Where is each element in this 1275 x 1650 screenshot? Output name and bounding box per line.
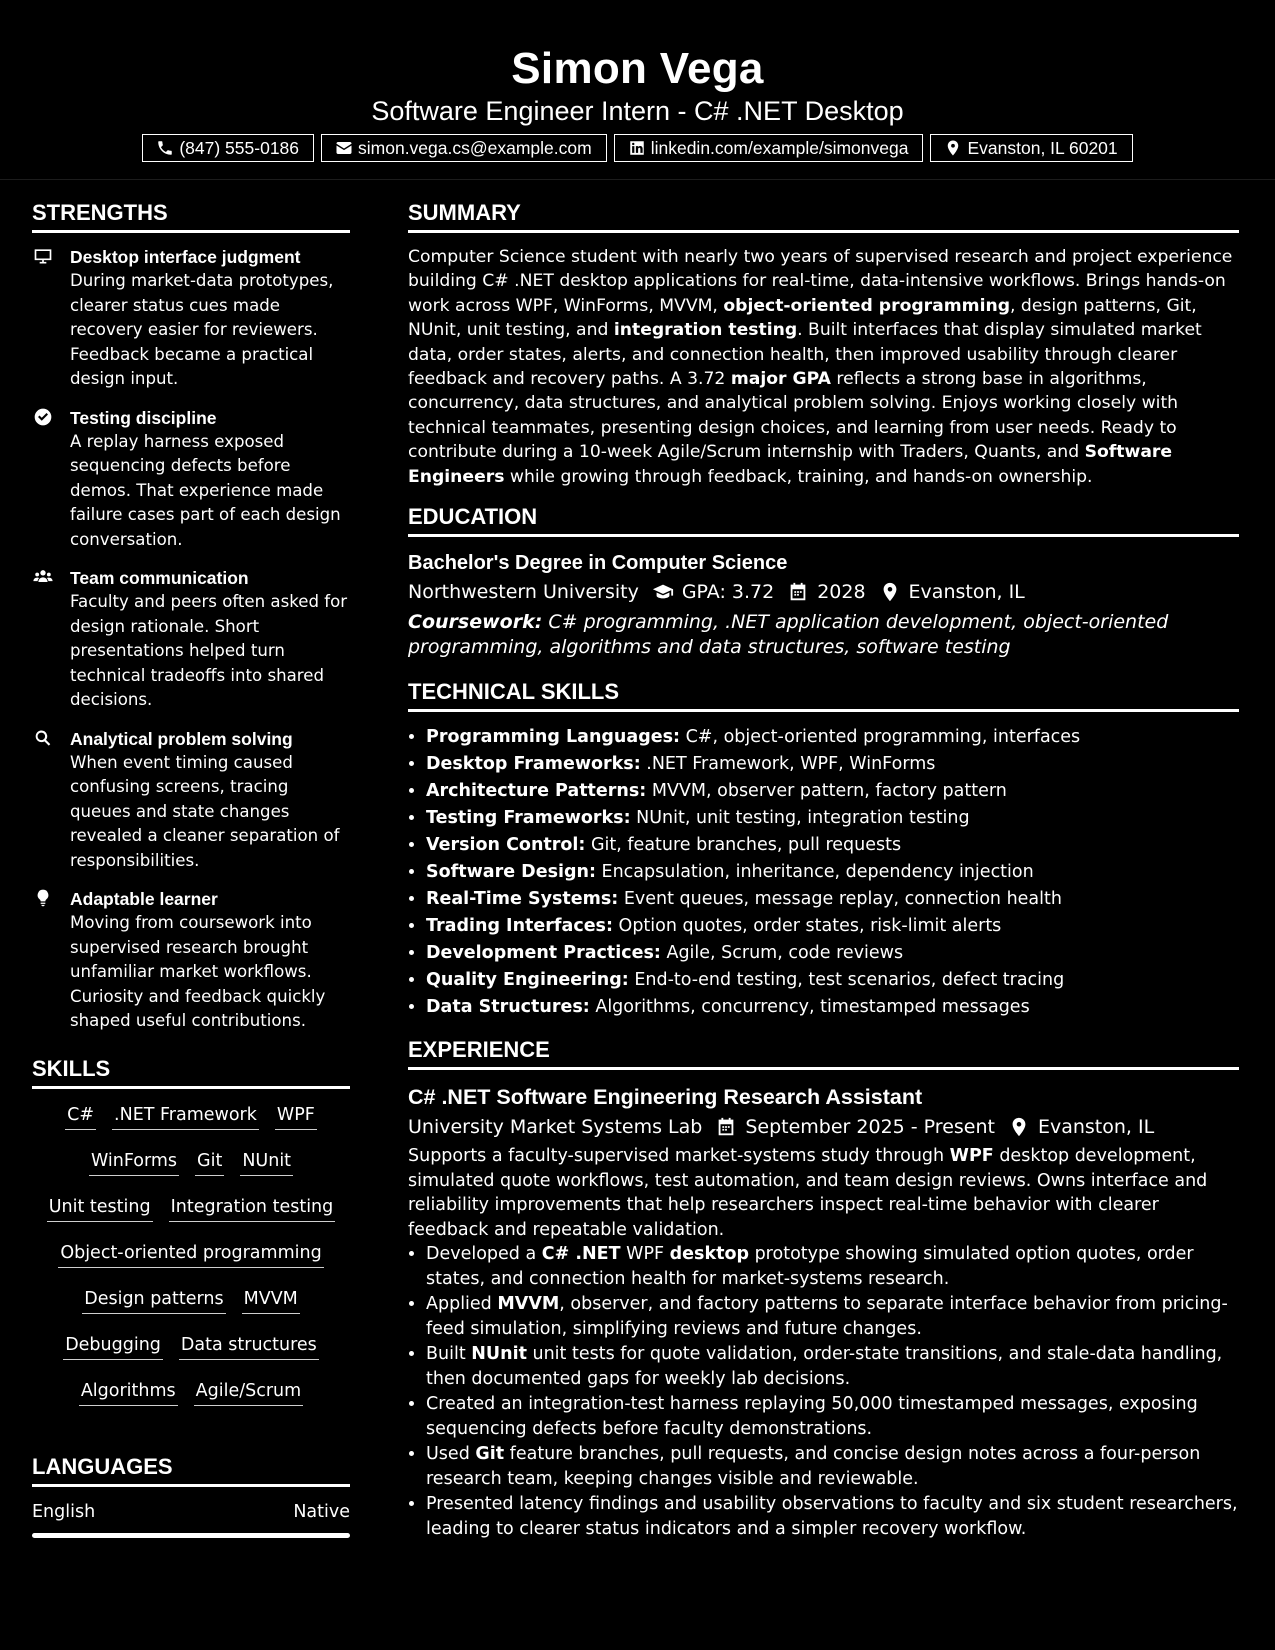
skill-category: Software Design: — [426, 862, 596, 883]
skill-tag: WPF — [275, 1103, 317, 1130]
skill-values: MVVM, observer pattern, factory pattern — [646, 781, 1007, 802]
coursework-label: Coursework: — [408, 611, 543, 634]
school-name: Northwestern University — [408, 581, 639, 604]
users-icon — [32, 566, 54, 588]
strength-item — [32, 566, 350, 713]
summary-part: reflects a strong base in algorithms, concurrency, data structures, and analytical problem solving. Enjoys working closely with technical teammates, presenting design choices, and learning from user needs. Ready to contribute during a 10-week Agile/Scrum internship with Traders, Quants, and — [408, 369, 1179, 463]
skill-values: .NET Framework, WPF, WinForms — [640, 754, 936, 775]
education-location: Evanston, IL — [908, 581, 1025, 604]
graduation-year: 2028 — [817, 581, 866, 604]
bullet-part: Used — [426, 1444, 476, 1465]
skill-tag: Algorithms — [79, 1379, 178, 1406]
bullet-part: Created an integration-test harness replaying 50,000 timestamped messages, exposing sequencing defects before faculty demonstrations. — [426, 1394, 1198, 1439]
skill-category: Programming Languages: — [426, 727, 681, 748]
strength-text: Faculty and peers often asked for design rationale. Short presentations helped turn technical tradeoffs into shared decisions. — [70, 592, 348, 709]
summary-text — [408, 245, 1239, 489]
technical-skills-heading: TECHNICAL SKILLS — [408, 677, 1239, 712]
skill-values: Agile, Scrum, code reviews — [660, 943, 904, 964]
skill-category: Data Structures: — [426, 997, 590, 1018]
language-level: Native — [293, 1501, 350, 1522]
calendar-icon — [715, 1116, 737, 1138]
candidate-name: Simon Vega — [511, 44, 764, 93]
bullet-part: , observer, and factory patterns to separate interface behavior from pricing-feed simulation, simplifying reviews and future changes. — [426, 1294, 1228, 1339]
bullet-part: MVVM — [497, 1294, 560, 1315]
list-item — [426, 1292, 1239, 1341]
list-item — [426, 886, 1239, 913]
strength-text: When event timing caused confusing screens, tracing queues and state changes revealed a cleaner separation of responsibilities. — [70, 752, 340, 870]
list-item — [426, 778, 1239, 805]
skill-tag: Object-oriented programming — [58, 1241, 323, 1268]
degree-title: Bachelor's Degree in Computer Science — [408, 552, 788, 575]
experience-heading: EXPERIENCE — [408, 1035, 1239, 1070]
list-item — [426, 859, 1239, 886]
language-name: English — [32, 1501, 96, 1522]
bullet-part: Built — [426, 1344, 472, 1365]
contact-bar — [0, 134, 1275, 162]
desc-part: WPF — [949, 1146, 994, 1167]
skill-category: Testing Frameworks: — [426, 808, 631, 829]
map-pin-icon — [1008, 1116, 1030, 1138]
bullet-part: unit tests for quote validation, order-state transitions, and stale-data handling, then documented gaps for weekly lab decisions. — [426, 1344, 1223, 1389]
strength-title: Adaptable learner — [70, 889, 218, 909]
search-icon — [32, 727, 54, 749]
strength-item — [32, 406, 350, 553]
bullet-part: Applied — [426, 1294, 498, 1315]
summary-part: while growing through feedback, training, and hands-on ownership. — [504, 466, 1093, 487]
resume-header — [0, 0, 1275, 180]
check-circle-icon — [32, 406, 54, 428]
language-proficiency-bar — [32, 1533, 350, 1538]
strength-item — [32, 245, 350, 392]
job-bullets — [408, 1242, 1239, 1541]
skill-tag: Agile/Scrum — [194, 1379, 304, 1406]
bullet-part: Presented latency findings and usability observations to faculty and six student researchers, leading to clearer status indicators and a simpler recovery workflow. — [426, 1494, 1238, 1539]
location-text: Evanston, IL 60201 — [967, 137, 1118, 158]
map-pin-icon — [944, 139, 962, 157]
skill-tag: Git — [195, 1149, 224, 1176]
candidate-title: Software Engineer Intern - C# .NET Desktop — [371, 96, 904, 126]
strength-title: Desktop interface judgment — [70, 247, 301, 267]
skill-tag: Design patterns — [82, 1287, 225, 1314]
education-meta — [408, 577, 1239, 607]
languages-heading: LANGUAGES — [32, 1452, 350, 1487]
strength-title: Testing discipline — [70, 407, 217, 428]
language-row — [32, 1499, 350, 1525]
summary-heading: SUMMARY — [408, 198, 1239, 233]
list-item — [426, 1342, 1239, 1391]
list-item — [426, 967, 1239, 994]
list-item — [426, 1392, 1239, 1441]
bullet-part: desktop — [669, 1244, 750, 1265]
bullet-part: prototype showing simulated option quotes, order states, and connection health for market-systems research. — [426, 1244, 1194, 1289]
coursework — [408, 610, 1239, 659]
phone-text: (847) 555-0186 — [179, 137, 300, 158]
summary-part: , design patterns, Git, NUnit, unit testing, and — [408, 295, 1197, 341]
bullet-part: WPF — [620, 1244, 670, 1265]
summary-part: Software Engineers — [408, 442, 1173, 487]
skill-tag: Data structures — [179, 1333, 319, 1360]
bullet-part: NUnit — [471, 1344, 527, 1365]
strength-title: Analytical problem solving — [70, 728, 293, 749]
graduation-cap-icon — [652, 581, 674, 603]
strength-text: A replay harness exposed sequencing defects before demos. That experience made failure cases part of each design conversation. — [70, 431, 341, 549]
skill-category: Architecture Patterns: — [426, 781, 647, 802]
skill-values: C#, object-oriented programming, interfaces — [680, 727, 1081, 748]
skill-category: Desktop Frameworks: — [426, 754, 641, 775]
summary-part: integration testing — [613, 320, 798, 341]
right-column — [408, 198, 1239, 1542]
summary-part: object-oriented programming — [723, 295, 1010, 316]
skill-values: Encapsulation, inheritance, dependency injection — [595, 862, 1034, 883]
bullet-part: Developed a — [426, 1244, 542, 1265]
skill-values: Git, feature branches, pull requests — [585, 835, 902, 856]
desktop-icon — [32, 245, 54, 267]
skill-tag: C# — [65, 1103, 96, 1130]
bullet-part: Git — [475, 1444, 505, 1465]
contact-email[interactable] — [321, 134, 607, 162]
strength-item — [32, 887, 350, 1034]
skill-tag: Debugging — [63, 1333, 163, 1360]
contact-linkedin[interactable] — [614, 134, 924, 162]
desc-part: Supports a faculty-supervised market-systems study through — [408, 1146, 950, 1167]
skill-tag: NUnit — [240, 1149, 293, 1176]
strengths-heading: STRENGTHS — [32, 198, 350, 233]
list-item — [426, 751, 1239, 778]
skill-category: Real-Time Systems: — [426, 889, 619, 910]
skill-tag: Integration testing — [169, 1195, 336, 1222]
contact-phone[interactable] — [142, 134, 314, 162]
phone-icon — [156, 139, 174, 157]
calendar-icon — [787, 581, 809, 603]
skill-values: Option quotes, order states, risk-limit alerts — [612, 916, 1002, 937]
skill-values: Algorithms, concurrency, timestamped messages — [589, 997, 1030, 1018]
list-item — [426, 994, 1239, 1021]
job-org: University Market Systems Lab — [408, 1116, 703, 1139]
skill-tag: WinForms — [89, 1149, 179, 1176]
summary-part: major GPA — [730, 369, 831, 390]
list-item — [426, 940, 1239, 967]
job-dates: September 2025 - Present — [745, 1116, 995, 1139]
skill-values: End-to-end testing, test scenarios, defect tracing — [628, 970, 1065, 991]
strength-title: Team communication — [70, 568, 249, 588]
skills-tags — [32, 1101, 350, 1406]
summary-part: . Built interfaces that display simulated market data, order states, alerts, and connection health, then improved usability through clearer feedback and recovery paths. A 3.72 — [408, 320, 1202, 390]
job-title: C# .NET Software Engineering Research Assistant — [408, 1085, 923, 1110]
skill-category: Trading Interfaces: — [426, 916, 613, 937]
list-item — [426, 913, 1239, 940]
linkedin-text: linkedin.com/example/simonvega — [650, 137, 909, 158]
skill-tag: .NET Framework — [112, 1103, 259, 1130]
skill-values: Event queues, message replay, connection health — [618, 889, 1062, 910]
email-text: simon.vega.cs@example.com — [358, 137, 592, 158]
technical-skills-list — [408, 724, 1239, 1021]
skill-category: Quality Engineering: — [426, 970, 629, 991]
left-column — [32, 198, 350, 1538]
contact-location[interactable] — [930, 134, 1132, 162]
list-item — [426, 724, 1239, 751]
lightbulb-icon — [32, 887, 54, 909]
coursework-text: C# programming, .NET application development, object-oriented programming, algorithms and data structures, software testing — [408, 611, 1169, 658]
list-item — [426, 1242, 1239, 1291]
gpa: GPA: 3.72 — [681, 581, 775, 604]
strength-text: Moving from coursework into supervised research brought unfamiliar market workflows. Curiosity and feedback quickly shaped useful contributions. — [70, 913, 326, 1030]
job-meta — [408, 1112, 1239, 1142]
skill-category: Development Practices: — [426, 943, 661, 964]
desc-part: desktop development, simulated quote workflows, test automation, and team design reviews. Owns interface and reliability improvements that help researchers inspect real-time behavior with clearer feedback and repeatable validation. — [408, 1146, 1208, 1240]
list-item — [426, 1492, 1239, 1541]
bullet-part: C# .NET — [541, 1244, 621, 1265]
list-item — [426, 832, 1239, 859]
job-location: Evanston, IL — [1037, 1116, 1155, 1139]
list-item — [426, 1442, 1239, 1491]
job-description — [408, 1144, 1239, 1242]
linkedin-icon — [628, 139, 646, 157]
list-item — [426, 805, 1239, 832]
skill-values: NUnit, unit testing, integration testing — [630, 808, 970, 829]
skill-tag: Unit testing — [47, 1195, 153, 1222]
skills-heading: SKILLS — [32, 1054, 350, 1089]
summary-part: Computer Science student with nearly two years of supervised research and project experience building C# .NET desktop applications for real-time, data-intensive workflows. Brings hands-on work across WPF, WinForms, MVVM, — [408, 247, 1233, 316]
envelope-icon — [335, 139, 353, 157]
strength-text: During market-data prototypes, clearer status cues made recovery easier for reviewers. Feedback became a practical design input. — [70, 271, 334, 388]
skill-tag: MVVM — [242, 1287, 300, 1314]
strength-item — [32, 727, 350, 874]
bullet-part: feature branches, pull requests, and concise design notes across a four-person research team, keeping changes visible and reviewable. — [426, 1444, 1201, 1489]
skill-category: Version Control: — [426, 835, 586, 856]
education-heading: EDUCATION — [408, 502, 1239, 537]
map-pin-icon — [879, 581, 901, 603]
